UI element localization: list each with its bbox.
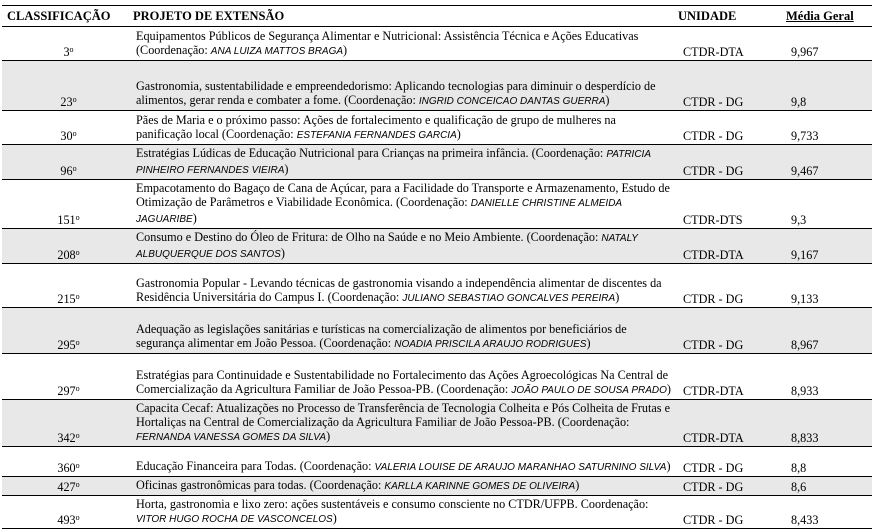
coordinator-name: JULIANO SEBASTIAO GONCALVES PEREIRA [402,293,616,304]
score-cell: 9,8 [783,61,872,111]
header-classificacao: CLASSIFICAÇÃO [2,6,130,27]
coordinator-name: VALERIA LOUISE DE ARAUJO MARANHAO SATURNINO SILVA [374,462,667,473]
classification-cell [2,61,130,111]
closing-paren: ) [605,93,610,107]
project-cell [130,27,675,61]
unit-cell: CTDR-DTA [675,27,783,61]
project-title: Capacita Cecaf: Atualizações no Processo de Transferência de Tecnologia Colheita e Pós Colheita de Frutas e Hortaliças na Central de Comercialização da Agricultura Familiar de João Pessoa-PB. (Coordenação: [136,401,670,429]
ordinal-mark: o [69,45,74,54]
classification-cell [2,180,130,229]
score-cell: 9,133 [783,264,872,308]
classification-cell [2,354,130,400]
unit-cell: CTDR - DG [675,496,783,529]
classification-cell [2,111,130,145]
ordinal-mark: o [75,431,80,440]
project-title: Empacotamento do Bagaço de Cana de Açúcar, para a Facilidade do Transporte e Armazenamento, Estudo de Otimização de Parâmetros e Viabilidade Econômica. (Coordenação: [136,181,670,209]
project-cell [130,477,675,496]
project-cell [130,145,675,180]
rank-number: 3 [63,45,70,59]
project-title: Gastronomia, sustentabilidade e empreendedorismo: Aplicando tecnologias para diminuir o desperdício de alimentos, gerar renda e combater a fome. (Coordenação: [136,79,656,107]
classification-cell [2,27,130,61]
rank-number: 493 [57,513,76,527]
project-title: Pães de Maria e o próximo passo: Ações de fortalecimento e qualificação de grupo de mulheres na panificação local (Coordenação: [136,113,616,141]
rank-number: 427 [57,480,76,494]
project-title: Consumo e Destino do Óleo de Fritura: de Olho na Saúde e no Meio Ambiente. (Coordenação: [136,230,602,244]
coordinator-name: KARLLA KARINNE GOMES DE OLIVEIRA [384,481,576,492]
table-row [2,180,872,229]
ordinal-mark: o [75,384,80,393]
unit-cell: CTDR - DG [675,477,783,496]
project-cell [130,447,675,477]
coordinator-name: INGRID CONCEICAO DANTAS GUERRA [418,96,606,107]
rank-number: 30 [60,129,73,143]
classification-cell [2,447,130,477]
project-title: Educação Financeira para Todas. (Coordenação: [136,459,375,473]
coordinator-name: JOÃO PAULO DE SOUSA PRADO [511,385,667,396]
classification-cell [2,308,130,354]
classification-cell [2,400,130,447]
closing-paren: ) [192,211,197,225]
score-cell: 9,467 [783,145,872,180]
header-row [2,6,872,27]
unit-cell: CTDR-DTA [675,354,783,400]
closing-paren: ) [343,43,348,57]
ordinal-mark: o [75,292,80,301]
table-row [2,477,872,496]
score-cell: 8,967 [783,308,872,354]
ordinal-mark: o [75,213,80,222]
rank-number: 360 [57,461,76,475]
classification-cell [2,477,130,496]
rank-number: 151 [57,213,76,227]
closing-paren: ) [456,127,461,141]
unit-cell: CTDR - DG [675,447,783,477]
project-title: Oficinas gastronômicas para todas. (Coordenação: [136,478,385,492]
table-row [2,61,872,111]
unit-cell: CTDR-DTA [675,400,783,447]
project-title: Gastronomia Popular - Levando técnicas de gastronomia visando a independência alimentar de discentes da Residência Universitária do Campus I. (Coordenação: [136,276,662,304]
score-cell: 9,167 [783,229,872,264]
unit-cell: CTDR-DTS [675,180,783,229]
ordinal-mark: o [75,461,80,470]
project-cell [130,61,675,111]
closing-paren: ) [326,429,331,443]
ordinal-mark: o [72,129,77,138]
coordinator-name: ESTEFANIA FERNANDES GARCIA [296,130,457,141]
classification-cell [2,496,130,529]
classification-cell [2,229,130,264]
closing-paren: ) [615,290,620,304]
unit-cell: CTDR - DG [675,308,783,354]
table-row [2,264,872,308]
project-cell [130,264,675,308]
rank-number: 208 [57,248,76,262]
score-cell: 8,6 [783,477,872,496]
closing-paren: ) [666,382,671,396]
table-row [2,447,872,477]
closing-paren: ) [280,246,285,260]
ordinal-mark: o [75,480,80,489]
ordinal-mark: o [72,95,77,104]
score-cell: 8,933 [783,354,872,400]
rank-number: 297 [57,384,76,398]
project-cell [130,354,675,400]
coordinator-name: DANIELLE CHRISTINE ALMEIDA JAGUARIBE [136,198,622,225]
rank-number: 215 [57,292,76,306]
closing-paren: ) [284,162,289,176]
unit-cell: CTDR - DG [675,145,783,180]
table-row [2,400,872,447]
coordinator-name: FERNANDA VANESSA GOMES DA SILVA [136,432,327,443]
unit-cell: CTDR - DG [675,61,783,111]
project-cell [130,180,675,229]
table-row [2,229,872,264]
project-title: Equipamentos Públicos de Segurança Alimentar e Nutricional: Assistência Técnica e Ações Educativas (Coordenação: [136,29,639,57]
closing-paren: ) [586,336,591,350]
header-media-geral: Média Geral [783,6,872,27]
table-row [2,145,872,180]
score-cell: 9,733 [783,111,872,145]
coordinator-name: NATALY ALBUQUERQUE DOS SANTOS [136,233,638,260]
coordinator-name: VITOR HUGO ROCHA DE VASCONCELOS [136,514,333,525]
ranking-table [2,5,872,529]
project-title: Horta, gastronomia e lixo zero: ações sustentáveis e consumo consciente no CTDR/UFPB. Coordenação: [136,497,649,511]
rank-number: 295 [57,338,76,352]
table-row [2,354,872,400]
table-row [2,496,872,529]
ordinal-mark: o [75,513,80,522]
closing-paren: ) [575,478,580,492]
project-title: Estratégias para Continuidade e Sustentabilidade no Fortalecimento das Ações Agroecológicas Na Central de Comercialização da Agricultura Familiar de João Pessoa-PB. (Coordenação: [136,368,669,396]
coordinator-name: NOADIA PRISCILA ARAUJO RODRIGUES [394,339,587,350]
unit-cell: CTDR - DG [675,111,783,145]
header-projeto: PROJETO DE EXTENSÃO [130,6,675,27]
table-row [2,308,872,354]
project-title: Estratégias Lúdicas de Educação Nutricional para Crianças na primeira infância. (Coordenação: [136,146,607,160]
project-title: Adequação as legislações sanitárias e turísticas na comercialização de alimentos por beneficiários de segurança alimentar em João Pessoa. (Coordenação: [136,322,627,350]
project-cell [130,308,675,354]
project-cell [130,111,675,145]
coordinator-name: PATRICIA PINHEIRO FERNANDES VIEIRA [136,149,651,176]
rank-number: 342 [57,431,76,445]
ordinal-mark: o [75,338,80,347]
closing-paren: ) [666,459,671,473]
project-cell [130,229,675,264]
table-body [2,27,872,529]
coordinator-name: ANA LUIZA MATTOS BRAGA [210,46,344,57]
unit-cell: CTDR - DG [675,264,783,308]
score-cell: 8,433 [783,496,872,529]
classification-cell [2,264,130,308]
unit-cell: CTDR-DTA [675,229,783,264]
ordinal-mark: o [75,248,80,257]
project-cell [130,400,675,447]
rank-number: 23 [60,95,73,109]
project-cell [130,496,675,529]
score-cell: 9,3 [783,180,872,229]
rank-number: 96 [60,164,73,178]
classification-cell [2,145,130,180]
table-row [2,111,872,145]
closing-paren: ) [332,511,337,525]
table-row [2,27,872,61]
score-cell: 8,8 [783,447,872,477]
ordinal-mark: o [72,164,77,173]
score-cell: 9,967 [783,27,872,61]
header-unidade: UNIDADE [675,6,783,27]
score-cell: 8,833 [783,400,872,447]
